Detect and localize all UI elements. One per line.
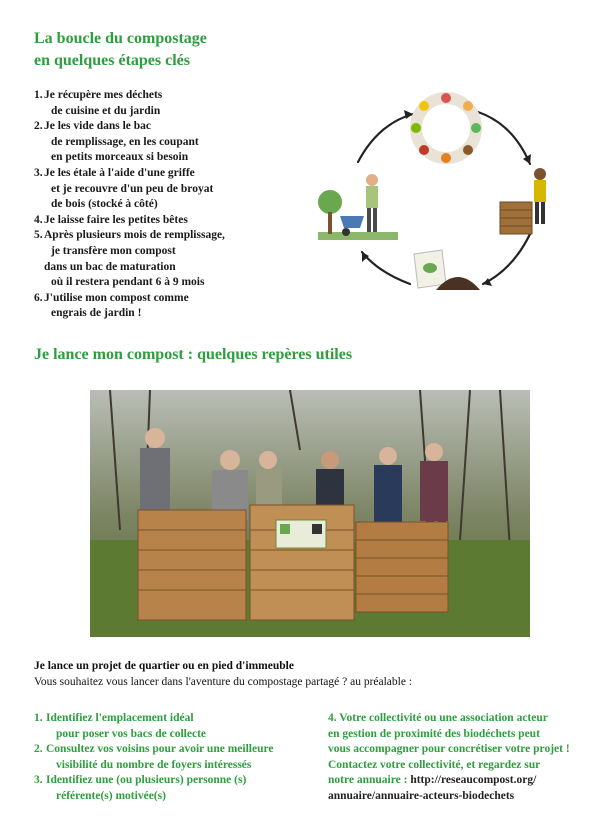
step-number: 2. — [34, 120, 43, 133]
project-steps-left — [34, 711, 324, 804]
compost-cycle-illustration — [318, 84, 580, 296]
section-title: Je lance mon compost : quelques repères utiles — [34, 346, 353, 363]
project-step-number: 2. — [34, 743, 43, 755]
project-intro: Vous souhaitez vous lancer dans l'aventure du compostage partagé ? au préalable : — [34, 676, 413, 688]
step-text: Je les vide dans le bac — [44, 120, 152, 133]
project-step-number: 1. — [34, 712, 43, 724]
step-item — [34, 119, 324, 166]
step-text: de bois (stocké à côté) — [51, 198, 158, 211]
project-step-text: pour poser vos bacs de collecte — [56, 727, 207, 740]
step-text: je transfère mon compost — [51, 244, 176, 257]
project-step-text: référente(s) motivée(s) — [56, 789, 166, 802]
step-text: engrais de jardin ! — [51, 307, 142, 320]
project-right-text: Contactez votre collectivité, et regardez sur — [328, 758, 541, 771]
compost-bag-icon — [414, 250, 480, 290]
project-step-item — [34, 773, 324, 804]
project-right-text: 4. Votre collectivité ou une association acteur — [328, 712, 548, 724]
step-item — [34, 213, 324, 229]
project-right-text: en gestion de proximité des biodéchets peut — [328, 727, 540, 740]
annuaire-link[interactable]: http://reseaucompost.org/ — [410, 774, 537, 786]
step-number: 6. — [34, 291, 43, 304]
project-right-text: vous accompagner pour concrétiser votre projet ! — [328, 743, 570, 755]
main-title-line1: La boucle du compostage — [34, 30, 207, 47]
food-waste-ring-icon — [411, 93, 481, 163]
step-text: Après plusieurs mois de remplissage, — [44, 229, 225, 242]
step-item — [34, 291, 324, 322]
main-title-line2: en quelques étapes clés — [34, 52, 190, 69]
project-step-text: Identifiez une (ou plusieurs) personne (s) — [46, 774, 247, 786]
step-item — [34, 228, 324, 290]
step-text: J'utilise mon compost comme — [44, 291, 189, 304]
main-title — [34, 28, 207, 72]
step-number: 5. — [34, 229, 43, 242]
project-right-text: notre annuaire : — [328, 774, 411, 786]
step-text: Je laisse faire les petites bêtes — [44, 213, 188, 226]
step-number: 4. — [34, 213, 43, 226]
step-item — [34, 88, 324, 119]
step-text: Je récupère mes déchets — [44, 89, 163, 101]
step-text: de cuisine et du jardin — [51, 104, 161, 117]
project-step-text: Identifiez l'emplacement idéal — [46, 712, 194, 724]
compost-bins — [138, 505, 448, 620]
project-steps-right — [328, 711, 598, 804]
project-step-text: visibilité du nombre de foyers intéressés — [56, 758, 252, 771]
annuaire-link-continued[interactable]: annuaire/annuaire-acteurs-biodechets — [328, 789, 515, 802]
project-step-text: Consultez vos voisins pour avoir une meilleure — [46, 743, 274, 755]
project-step-item — [34, 742, 324, 773]
step-number: 1. — [34, 89, 43, 101]
step-text: où il restera pendant 6 à 9 mois — [51, 276, 205, 289]
compost-bins-group-photo — [90, 390, 530, 637]
project-title: Je lance un projet de quartier ou en pied d'immeuble — [34, 660, 294, 672]
compost-steps-list — [34, 88, 324, 322]
step-text: dans un bac de maturation — [44, 260, 176, 273]
project-step-number: 3. — [34, 774, 43, 786]
step-text: en petits morceaux si besoin — [51, 151, 189, 164]
step-text: et je recouvre d'un peu de broyat — [51, 182, 214, 195]
person-composting-icon — [500, 168, 546, 234]
step-text: Je les étale à l'aide d'une griffe — [44, 166, 195, 179]
step-number: 3. — [34, 166, 43, 179]
gardener-wheelbarrow-icon — [318, 174, 398, 240]
project-step-item — [34, 711, 324, 742]
step-item — [34, 166, 324, 213]
step-text: de remplissage, en les coupant — [51, 135, 199, 148]
